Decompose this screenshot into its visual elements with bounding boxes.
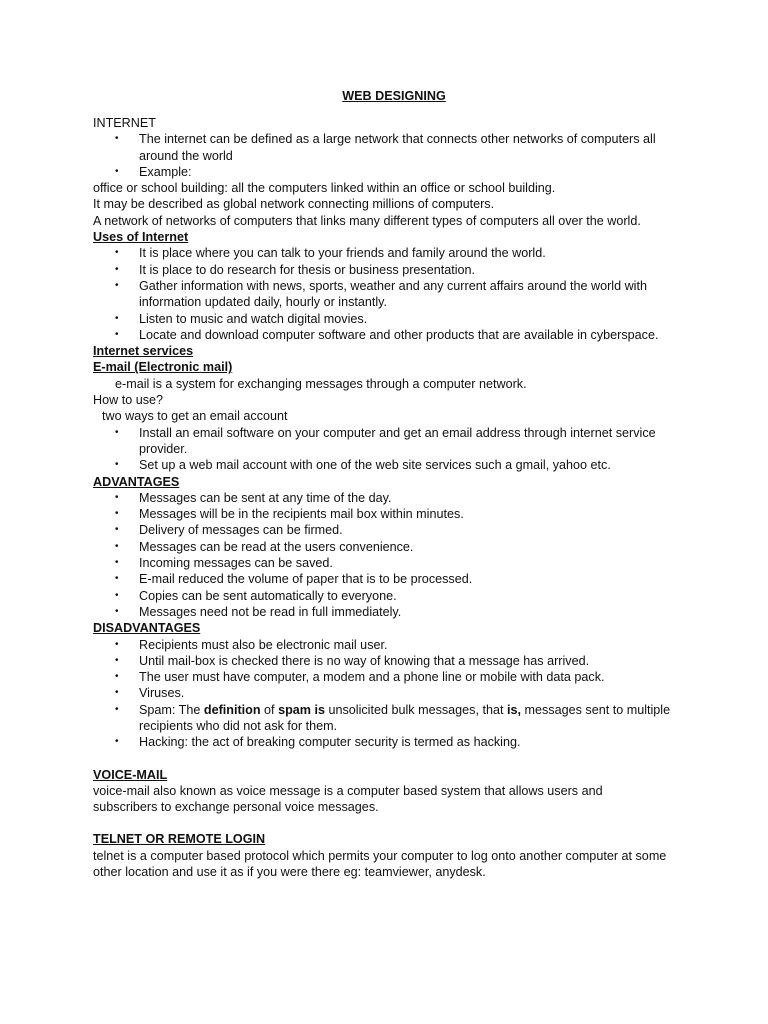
voicemail-heading: VOICE-MAIL [93,767,168,782]
services-heading: Internet services [93,344,194,359]
list-item: • Messages need not be read in full immediately. [139,604,693,620]
list-item: • Until mail-box is checked there is no way of knowing that a message has arrived. [139,653,693,669]
list-item: • Set up a web mail account with one of the web site services such a gmail, yahoo etc. [139,457,693,473]
uses-heading: Uses of Internet [93,230,189,245]
internet-line: office or school building: all the computers linked within an office or school building. [93,181,556,196]
list-item: • The user must have computer, a modem and a phone line or mobile with data pack. [139,669,693,685]
list-item: • Locate and download computer software and other products that are available in cyberspace. [139,327,679,343]
list-item: • Listen to music and watch digital movies. [139,311,693,327]
email-definition: e-mail is a system for exchanging messages through a computer network. [115,376,527,391]
document-title: WEB DESIGNING [342,89,446,103]
list-item: • The internet can be defined as a large network that connects other networks of computers all around the world [139,131,679,164]
internet-line: A network of networks of computers that links many different types of computers all over the world. [93,213,641,228]
spam-item [139,702,679,735]
spam-text: Spam: The [139,702,204,717]
advantages-list [93,490,693,620]
spam-text: of [260,702,279,717]
how-to-use: How to use? [93,393,164,408]
disadvantages-heading: DISADVANTAGES [93,621,201,636]
list-item: • Gather information with news, sports, weather and any current affairs around the world with information updated daily, hourly or instantly. [139,278,679,311]
list-item: • Messages can be sent at any time of the day. [139,490,693,506]
disadvantages-list [93,637,693,751]
internet-line: It may be described as global network connecting millions of computers. [93,197,495,212]
spacer [93,751,693,767]
list-item: • Recipients must also be electronic mail user. [139,637,693,653]
spam-bold-term: spam is [278,702,325,717]
internet-bullets [93,131,693,180]
spam-bold-term: is, [506,702,521,717]
list-item: • Messages can be read at the users convenience. [139,539,693,555]
email-ways-list [93,425,693,474]
uses-list [93,245,693,343]
list-item: • Example: [139,164,693,180]
list-item: • Delivery of messages can be firmed. [139,522,693,538]
two-ways: two ways to get an email account [102,409,288,424]
advantages-heading: ADVANTAGES [93,474,180,489]
list-item: • E-mail reduced the volume of paper that is to be processed. [139,571,693,587]
list-item: • Hacking: the act of breaking computer security is termed as hacking. [139,734,693,750]
list-item: • It is place to do research for thesis or business presentation. [139,262,693,278]
telnet-text: telnet is a computer based protocol which permits your computer to log onto another computer at some other location and use it as if you were there eg: teamviewer, anydesk. [93,848,667,880]
internet-label: INTERNET [93,116,156,130]
list-item: • Viruses. [139,685,693,701]
document-body [93,115,693,880]
telnet-heading: TELNET OR REMOTE LOGIN [93,832,266,847]
list-item: • Incoming messages can be saved. [139,555,693,571]
list-item: • It is place where you can talk to your friends and family around the world. [139,245,693,261]
spacer [93,815,693,831]
list-item: • Copies can be sent automatically to everyone. [139,588,693,604]
spam-text: messages sent to multiple recipients who did not ask for them. [139,702,671,733]
voicemail-text: voice-mail also known as voice message is a computer based system that allows users and subscribers to exchange personal voice messages. [93,783,603,815]
spam-bold-term: definition [203,702,261,717]
spam-text: unsolicited bulk messages, that [324,702,507,717]
list-item: • Install an email software on your computer and get an email address through internet service provider. [139,425,679,458]
email-heading: E-mail (Electronic mail) [93,360,233,375]
list-item: • Messages will be in the recipients mail box within minutes. [139,506,693,522]
